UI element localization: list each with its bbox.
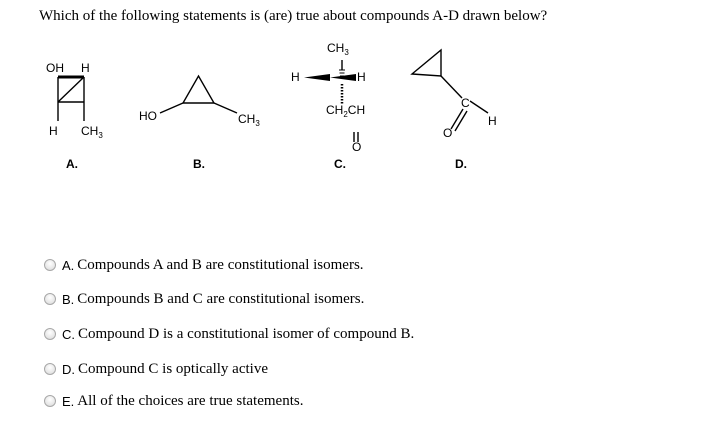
- compound-c-h-left-label: H: [291, 70, 300, 84]
- option-letter: C.: [62, 326, 75, 342]
- compound-d-caption: D.: [455, 157, 467, 171]
- compound-c-h-right-label: H: [357, 70, 366, 84]
- option-letter: E.: [62, 393, 75, 409]
- radio-option-e[interactable]: [44, 395, 56, 407]
- radio-option-d[interactable]: [44, 363, 56, 375]
- compound-a-h-top-label: H: [81, 61, 90, 75]
- compound-c-o-label: O: [352, 140, 362, 154]
- option-text: Compound D is a constitutional isomer of compound B.: [78, 325, 415, 342]
- option-c[interactable]: [44, 325, 414, 343]
- option-text: Compounds A and B are constitutional isomers.: [77, 256, 364, 273]
- radio-option-c[interactable]: [44, 328, 56, 340]
- compound-b-ch3-label: $CH_3$: [238, 112, 260, 128]
- option-text: All of the choices are true statements.: [77, 392, 304, 409]
- option-text: Compound C is optically active: [78, 360, 268, 377]
- compound-c-wedge-bond: [330, 74, 356, 81]
- option-letter: D.: [62, 361, 75, 377]
- compound-c-caption: C.: [334, 157, 346, 171]
- compound-c-ch2ch-label: $CH_2CH$: [326, 103, 366, 119]
- option-a[interactable]: [44, 256, 364, 274]
- structures-figure: [0, 0, 711, 200]
- compound-c-ch3-label: $CH_3$: [327, 41, 349, 57]
- option-d[interactable]: [44, 360, 268, 378]
- compound-d-ring: [412, 50, 441, 76]
- compound-d-carbonyl: [455, 111, 467, 131]
- compound-d-c-label: C: [461, 96, 470, 110]
- compound-a-ch3-label: $CH_3$: [81, 124, 103, 140]
- compound-b-ring: [183, 76, 214, 103]
- option-text: Compounds B and C are constitutional isomers.: [77, 290, 365, 307]
- question-text: Which of the following statements is (are) true about compounds A-D drawn below?: [39, 8, 548, 24]
- compound-a-oh-label: OH: [46, 61, 64, 75]
- compound-d-bond: [470, 101, 488, 113]
- compound-b-bond: [214, 103, 237, 113]
- compound-b-bond: [160, 103, 183, 113]
- compound-b-ho-label: HO: [139, 109, 157, 123]
- compound-a-caption: A.: [66, 157, 78, 171]
- compound-b-caption: B.: [193, 157, 205, 171]
- structures-drawing: [0, 0, 711, 200]
- option-e[interactable]: [44, 392, 303, 410]
- compound-d-bond: [441, 76, 462, 98]
- radio-option-b[interactable]: [44, 293, 56, 305]
- compound-a-bond: [58, 77, 84, 102]
- compound-c-wedge-bond: [304, 74, 330, 81]
- option-b[interactable]: [44, 290, 364, 308]
- option-letter: A.: [62, 257, 75, 273]
- compound-d-carbonyl: [451, 109, 463, 129]
- radio-option-a[interactable]: [44, 259, 56, 271]
- option-letter: B.: [62, 291, 75, 307]
- compound-a-h-bottom-label: H: [49, 124, 58, 138]
- compound-d-h-label: H: [488, 114, 497, 128]
- compound-d-o-label: O: [443, 126, 453, 140]
